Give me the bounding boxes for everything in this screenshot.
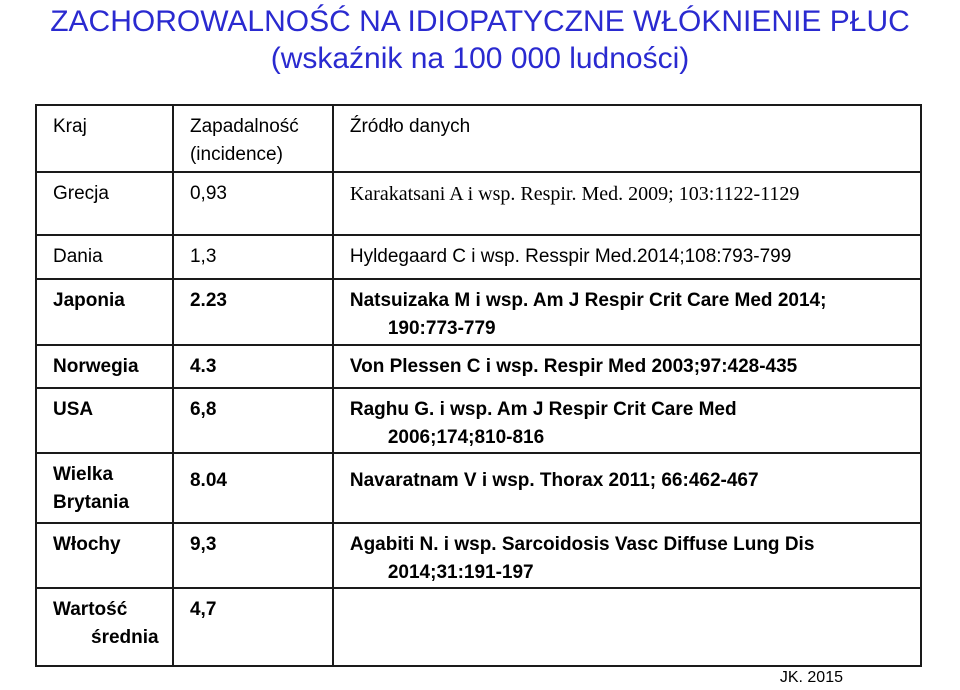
table-row: [36, 388, 921, 453]
cell-value: 0,93: [173, 172, 333, 235]
header-incidence-line-2: (incidence): [189, 144, 283, 165]
cell-value: 8.04: [173, 453, 333, 523]
table-row: [36, 279, 921, 345]
cell-country-line-1: Wielka: [53, 464, 114, 485]
table-row: [36, 172, 921, 235]
header-country: Kraj: [36, 105, 173, 172]
header-source: Źródło danych: [333, 105, 921, 172]
cell-country: Japonia: [36, 279, 173, 345]
cell-country-line-2: Brytania: [53, 492, 130, 513]
cell-value: 2.23: [173, 279, 333, 345]
cell-average-source: [333, 588, 921, 666]
title-line-2: (wskaźnik na 100 000 ludności): [270, 42, 690, 75]
cell-average-label: [36, 588, 173, 666]
cell-country: [36, 453, 173, 523]
table-row: [36, 523, 921, 588]
cell-source-line-2: 2014;31:191-197: [387, 562, 534, 583]
page-title: [0, 4, 960, 77]
cell-source: [333, 523, 921, 588]
cell-average-label-line-2: średnia: [91, 627, 159, 648]
cell-source-line-2: 190:773-779: [387, 318, 496, 339]
cell-average-label-line-1: Wartość: [53, 599, 128, 620]
incidence-table: [35, 104, 922, 667]
table-header-row: [36, 105, 921, 172]
cell-source: Von Plessen C i wsp. Respir Med 2003;97:428-435: [333, 345, 921, 388]
cell-average-value: 4,7: [173, 588, 333, 666]
title-line-1: ZACHOROWALNOŚĆ NA IDIOPATYCZNE WŁÓKNIENIE PŁUC: [50, 5, 910, 38]
cell-country: Włochy: [36, 523, 173, 588]
cell-country: Grecja: [36, 172, 173, 235]
cell-value: 9,3: [173, 523, 333, 588]
table-row: [36, 453, 921, 523]
cell-source: [333, 279, 921, 345]
cell-source: Karakatsani A i wsp. Respir. Med. 2009; 103:1122-1129: [333, 172, 921, 235]
table-row: [36, 235, 921, 279]
cell-country: Norwegia: [36, 345, 173, 388]
cell-source-line-2: 2006;174;810-816: [387, 427, 545, 448]
table-row: [36, 345, 921, 388]
cell-value: 4.3: [173, 345, 333, 388]
cell-value: 1,3: [173, 235, 333, 279]
cell-value: 6,8: [173, 388, 333, 453]
header-incidence-line-1: Zapadalność: [189, 116, 299, 137]
cell-country: Dania: [36, 235, 173, 279]
cell-source: Hyldegaard C i wsp. Resspir Med.2014;108:793-799: [333, 235, 921, 279]
cell-source: Navaratnam V i wsp. Thorax 2011; 66:462-467: [333, 453, 921, 523]
header-incidence: [173, 105, 333, 172]
cell-country: USA: [36, 388, 173, 453]
cell-source-line-1: Agabiti N. i wsp. Sarcoidosis Vasc Diffuse Lung Dis: [349, 534, 815, 555]
cell-source-line-1: Raghu G. i wsp. Am J Respir Crit Care Med: [349, 399, 737, 420]
footer-signature: JK. 2015: [779, 669, 843, 686]
table-row-average: [36, 588, 921, 666]
cell-source: [333, 388, 921, 453]
cell-source-line-1: Natsuizaka M i wsp. Am J Respir Crit Care Med 2014;: [349, 290, 827, 311]
